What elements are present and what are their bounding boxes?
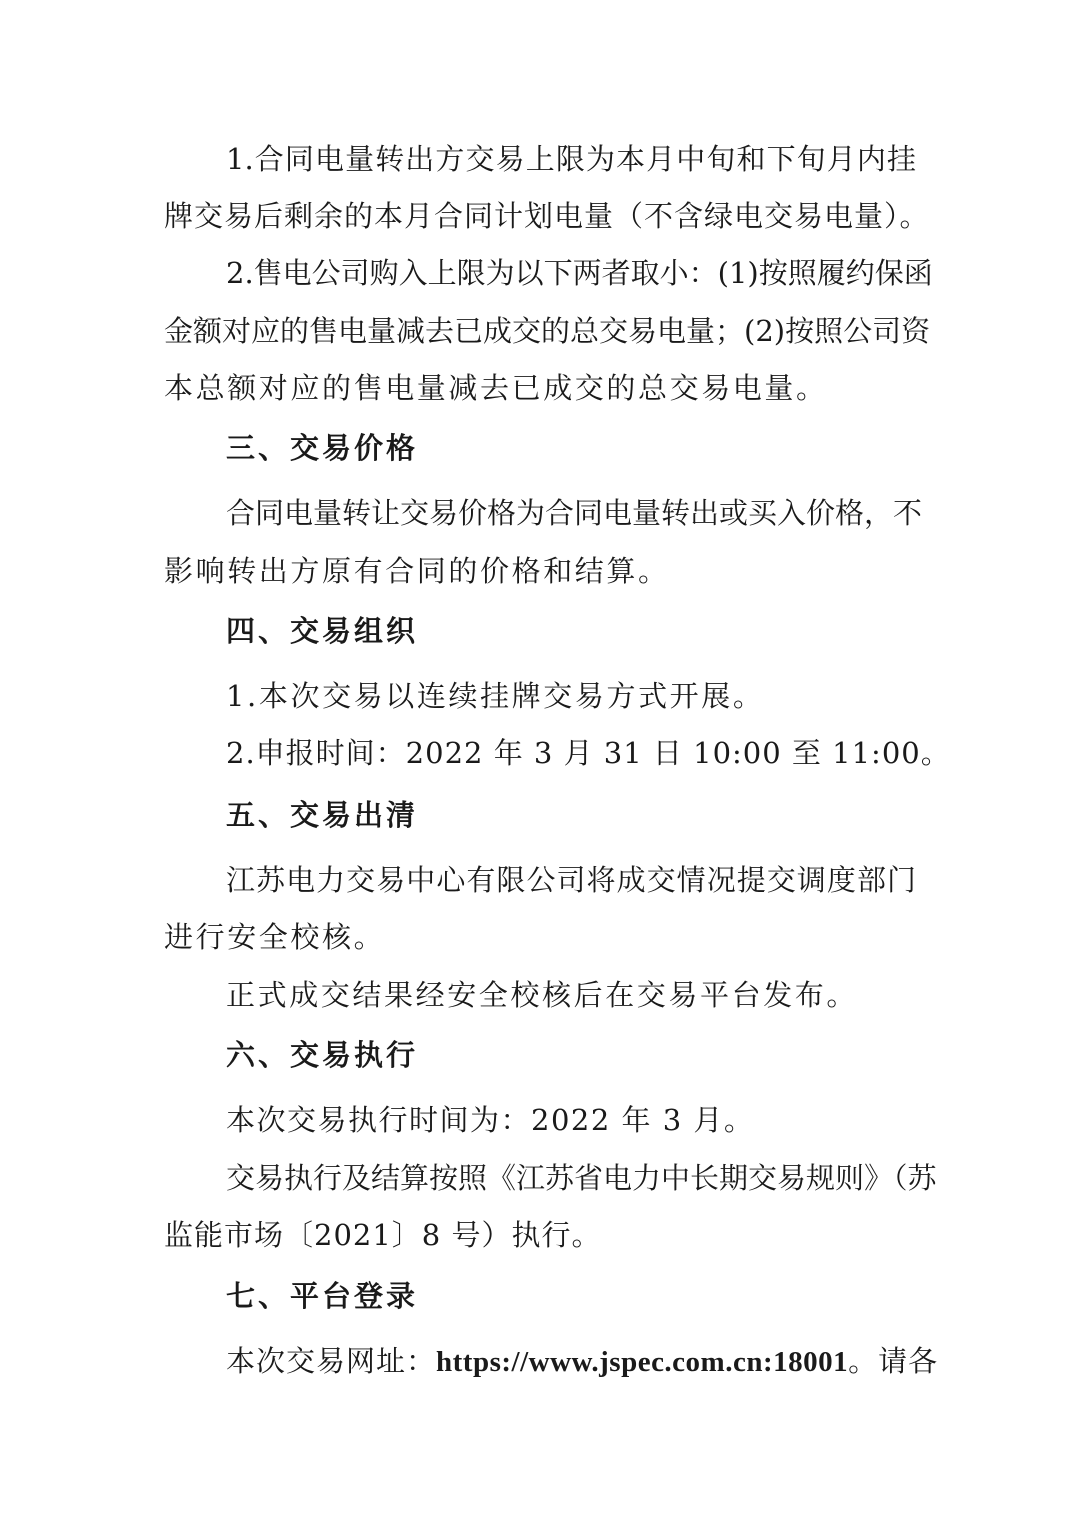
- paragraph-line: 1.合同电量转出方交易上限为本月中旬和下旬月内挂: [226, 142, 916, 176]
- paragraph-line: 金额对应的售电量减去已成交的总交易电量；(2)按照公司资: [164, 314, 931, 348]
- paragraph-line: 江苏电力交易中心有限公司将成交情况提交调度部门: [226, 863, 916, 897]
- section-heading-price: 三、交易价格: [226, 431, 419, 465]
- paragraph-line: 正式成交结果经安全校核后在交易平台发布。: [226, 978, 859, 1012]
- paragraph-line: 监能市场〔2021〕8 号）执行。: [164, 1218, 602, 1252]
- trading-url-link[interactable]: https://www.jspec.com.cn:18001: [436, 1346, 849, 1378]
- section-heading-platform-login: 七、平台登录: [226, 1279, 419, 1313]
- paragraph-line: 合同电量转让交易价格为合同电量转出或买入价格，不: [226, 496, 923, 530]
- paragraph-line: 进行安全校核。: [164, 920, 386, 954]
- paragraph-line: 本次交易执行时间为：2022 年 3 月。: [226, 1103, 755, 1137]
- paragraph-line: 影响转出方原有合同的价格和结算。: [164, 554, 670, 588]
- url-suffix: 。请各: [848, 1344, 939, 1378]
- paragraph-line: 2.申报时间：2022 年 3 月 31 日 10:00 至 11:00。: [226, 736, 951, 770]
- paragraph-line: 1.本次交易以连续挂牌交易方式开展。: [226, 679, 765, 713]
- section-heading-execution: 六、交易执行: [226, 1038, 419, 1072]
- paragraph-line: 交易执行及结算按照《江苏省电力中长期交易规则》（苏: [226, 1161, 937, 1195]
- paragraph-line: 本总额对应的售电量减去已成交的总交易电量。: [164, 371, 828, 405]
- section-heading-organization: 四、交易组织: [226, 614, 419, 648]
- platform-url-line: [226, 1341, 939, 1382]
- paragraph-line: 2.售电公司购入上限为以下两者取小：(1)按照履约保函: [226, 256, 933, 290]
- url-prefix: 本次交易网址：: [226, 1344, 437, 1378]
- section-heading-clearing: 五、交易出清: [226, 798, 419, 832]
- paragraph-line: 牌交易后剩余的本月合同计划电量（不含绿电交易电量）。: [164, 199, 930, 233]
